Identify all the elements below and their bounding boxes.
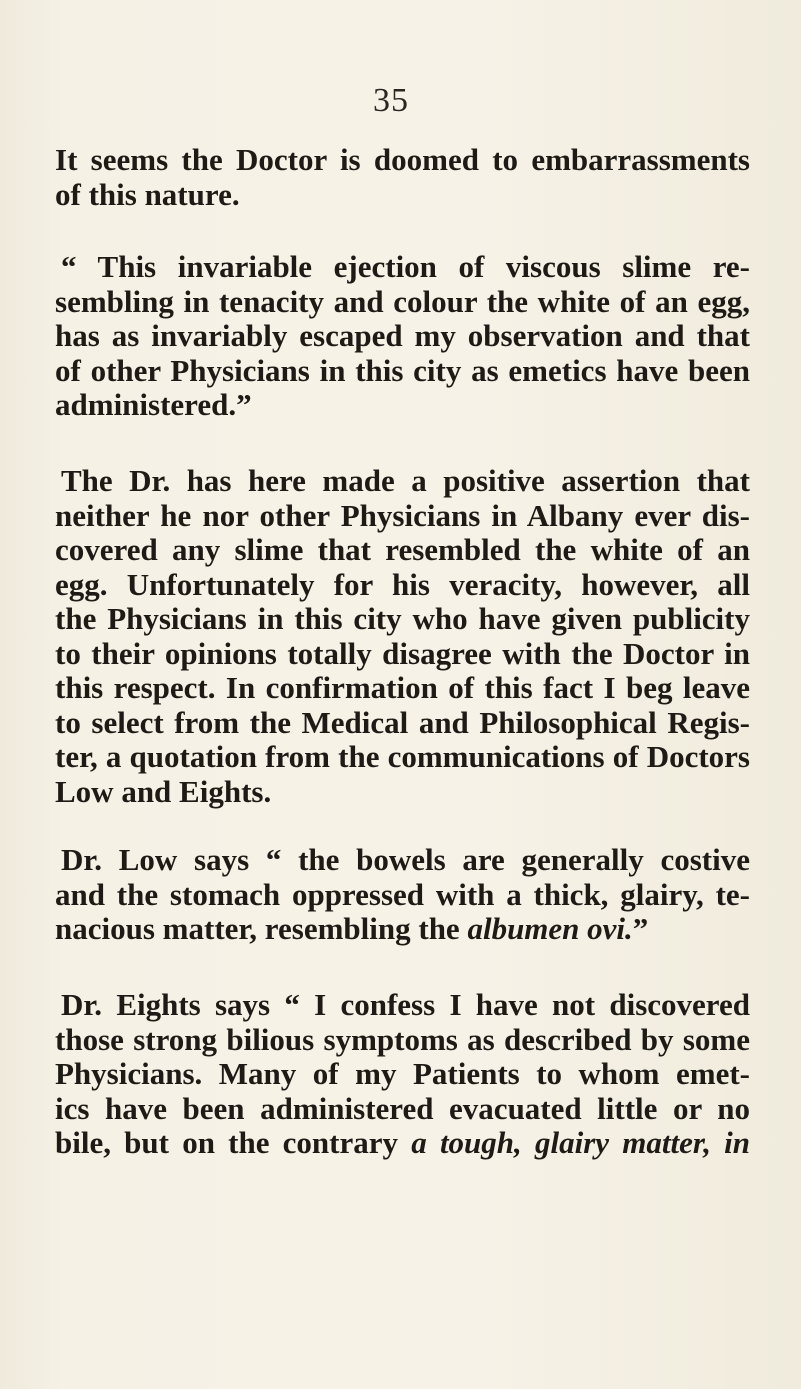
text-line: Dr. Eights says “ I confess I have not discovered <box>61 987 750 1022</box>
text-line: those strong bilious symptoms as described by some <box>55 1021 750 1057</box>
text-line: “ This invariable ejection of viscous slime re- <box>61 249 750 284</box>
text-line: covered any slime that resembled the white of an <box>55 532 750 567</box>
text-line <box>55 1126 750 1161</box>
text-line: ics have been administered evacuated little or no <box>55 1090 750 1126</box>
text-line: the Physicians in this city who have given publicity <box>55 601 750 636</box>
text-line: of other Physicians in this city as emetics have been <box>55 352 750 388</box>
text-segment: nacious matter, resembling the <box>55 911 468 946</box>
paragraph-3 <box>55 464 750 809</box>
text-line: sembling in tenacity and colour the white of an egg, <box>55 283 750 319</box>
text-line: to select from the Medical and Philosophical Regis- <box>55 704 750 740</box>
text-line: to their opinions totally disagree with the Doctor in <box>55 635 750 671</box>
italic-phrase: albumen ovi. <box>467 911 633 946</box>
page-number: 35 <box>373 82 409 119</box>
text-line: egg. Unfortunately for his veracity, however, all <box>55 566 750 602</box>
text-segment: bile, but on the contrary <box>55 1125 412 1160</box>
paragraph-2 <box>55 250 750 423</box>
text-line: administered.” <box>55 387 252 422</box>
italic-phrase: a tough, glairy matter, in <box>411 1125 751 1160</box>
text-line: this respect. In confirmation of this fact I beg leave <box>55 670 750 705</box>
paragraph-5 <box>55 988 750 1161</box>
paragraph-1 <box>55 143 750 212</box>
text-line: Dr. Low says “ the bowels are generally costive <box>61 842 750 877</box>
text-line: Low and Eights. <box>55 773 272 809</box>
closing-quote: ” <box>632 911 649 946</box>
text-line: Physicians. Many of my Patients to whom emet- <box>55 1056 750 1091</box>
text-line: The Dr. has here made a positive assertion that <box>61 463 750 498</box>
text-line: and the stomach oppressed with a thick, glairy, te- <box>55 876 750 912</box>
text-line: neither he nor other Physicians in Albany ever dis- <box>55 497 750 533</box>
text-line <box>55 912 750 947</box>
paragraph-4 <box>55 843 750 947</box>
text-line: ter, a quotation from the communications of Doctors <box>55 739 750 774</box>
text-line: It seems the Doctor is doomed to embarrassments <box>55 142 750 177</box>
text-line: has as invariably escaped my observation and that <box>55 318 750 353</box>
text-line: of this nature. <box>55 176 240 212</box>
